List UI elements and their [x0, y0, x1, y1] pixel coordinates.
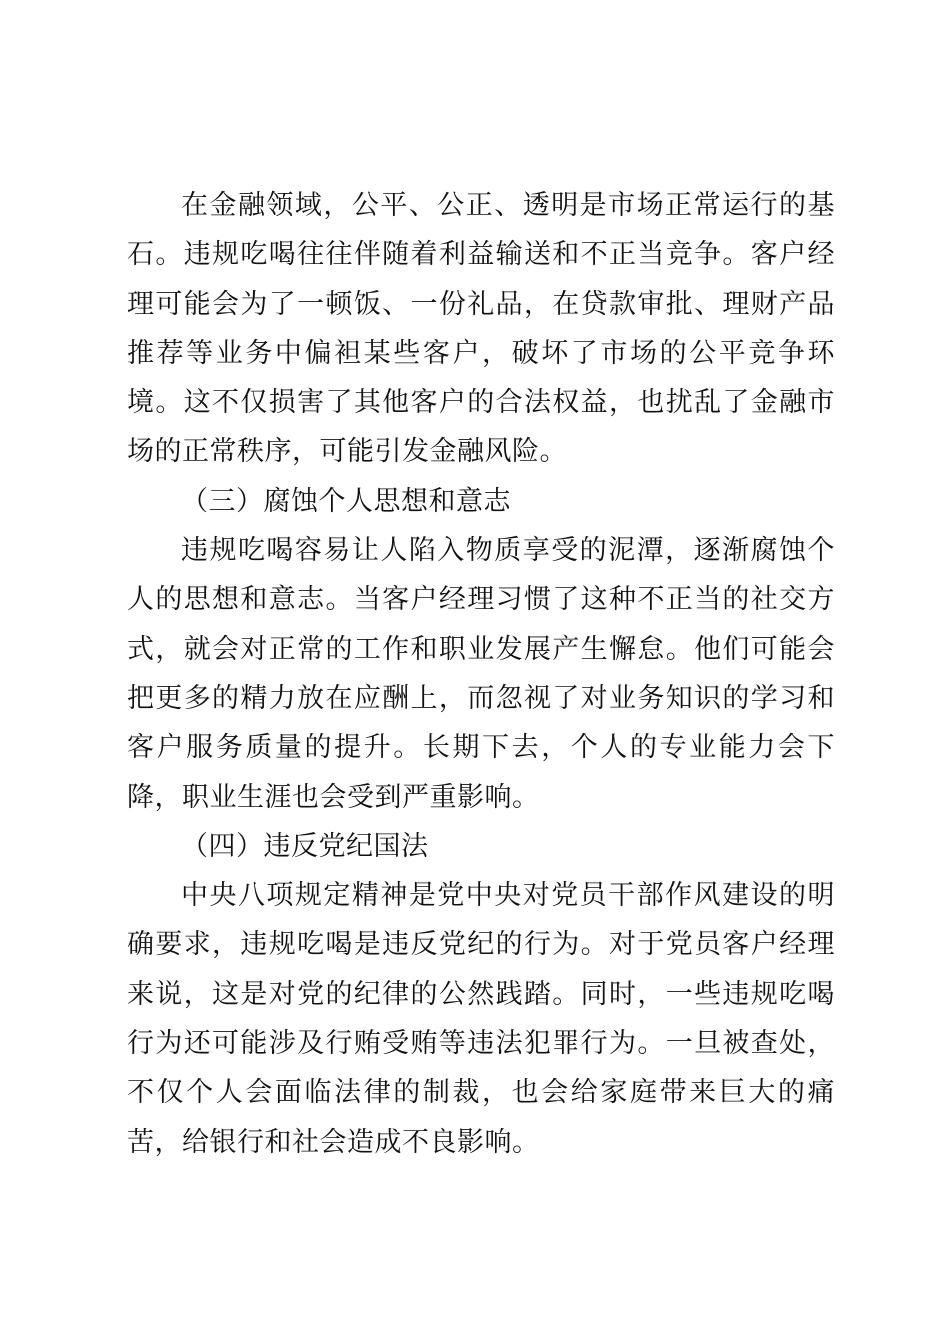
section-heading-4: （四）违反党纪国法 [181, 830, 429, 862]
section-heading-3: （三）腐蚀个人思想和意志 [181, 485, 511, 517]
document-body [127, 181, 835, 1167]
paragraph-corrode-thinking: 违规吃喝容易让人陷入物质享受的泥潭，逐渐腐蚀个人的思想和意志。当客户经理习惯了这种不正当的社交方式，就会对正常的工作和职业发展产生懈怠。他们可能会把更多的精力放在应酬上，而忽视了对业务知识的学习和客户服务质量的提升。长期下去，个人的专业能力会下降，职业生涯也会受到严重影响。 [127, 535, 835, 813]
paragraph-violate-discipline: 中央八项规定精神是党中央对党员干部作风建设的明确要求，违规吃喝是违反党纪的行为。对于党员客户经理来说，这是对党的纪律的公然践踏。同时，一些违规吃喝行为还可能涉及行贿受贿等违法犯罪行为。一旦被查处，不仅个人会面临法律的制裁，也会给家庭带来巨大的痛苦，给银行和社会造成不良影响。 [127, 880, 835, 1158]
paragraph-fair-competition: 在金融领域，公平、公正、透明是市场正常运行的基石。违规吃喝往往伴随着利益输送和不正当竞争。客户经理可能会为了一顿饭、一份礼品，在贷款审批、理财产品推荐等业务中偏袒某些客户，破坏了市场的公平竞争环境。这不仅损害了其他客户的合法权益，也扰乱了金融市场的正常秩序，可能引发金融风险。 [127, 190, 835, 468]
